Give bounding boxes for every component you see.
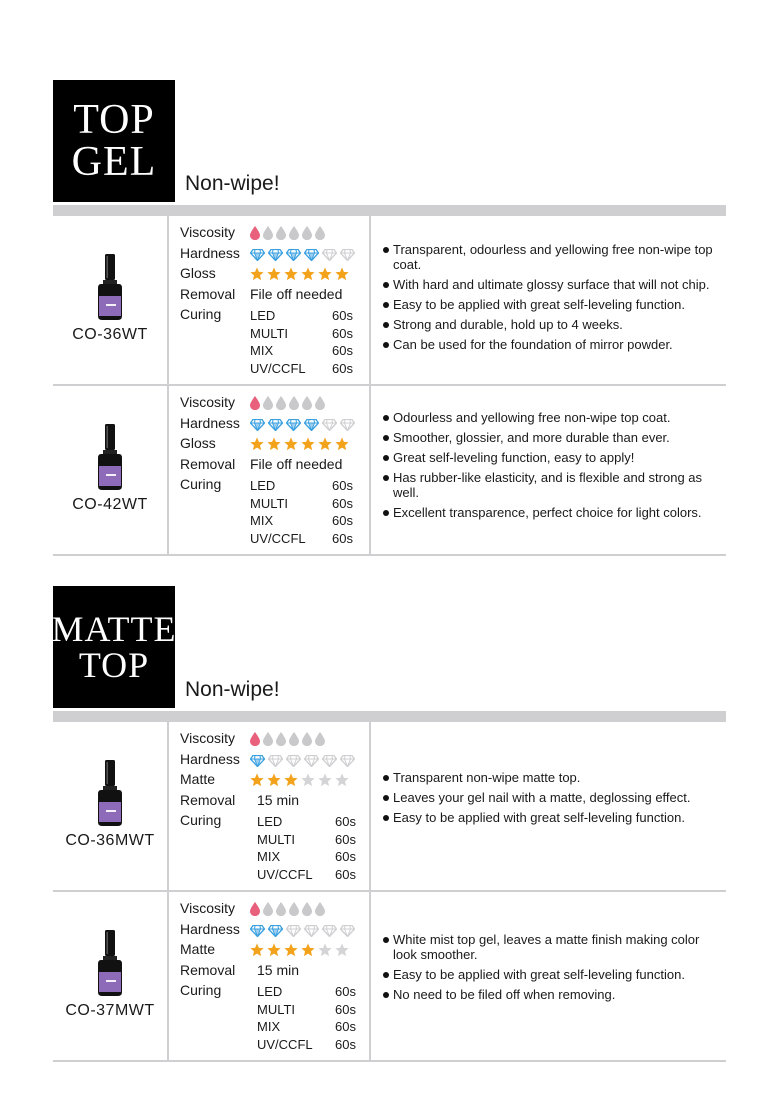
curing-method: UV/CCFL: [250, 530, 306, 546]
curing-time: 60s: [335, 1019, 356, 1034]
hardness-rating: [250, 925, 355, 937]
diamond-icon: [340, 419, 355, 431]
star-icon: [267, 267, 281, 281]
curing-method: LED: [257, 814, 283, 829]
product-code: CO-42WT: [72, 496, 148, 513]
curing-method: MULTI: [257, 1001, 296, 1017]
curing-method: LED: [250, 308, 276, 323]
diamond-icon: [286, 755, 301, 767]
spec-rating: [250, 246, 355, 266]
column-divider: [369, 892, 371, 1060]
curing-time: 60s: [335, 984, 356, 999]
spec-rating: [250, 752, 355, 772]
drop-icon: [289, 396, 299, 410]
curing-method: MIX: [257, 849, 281, 864]
diamond-icon: [340, 755, 355, 767]
finish-rating: [250, 437, 349, 451]
drop-icon: [276, 732, 286, 746]
spec-label: Curing: [180, 982, 222, 998]
diamond-icon: [304, 925, 319, 937]
diamond-icon: [322, 419, 337, 431]
feature-list: [381, 242, 726, 357]
product-code: CO-36MWT: [65, 832, 155, 849]
product-section: [0, 586, 780, 1066]
diamond-icon: [250, 925, 265, 937]
spec-label: Viscosity: [180, 224, 235, 240]
product-code: CO-36WT: [72, 326, 148, 343]
star-icon: [301, 773, 315, 787]
spec-label: Gloss: [180, 265, 216, 281]
drop-icon: [276, 902, 286, 916]
star-icon: [335, 437, 349, 451]
star-icon: [250, 267, 264, 281]
drop-icon: [302, 226, 312, 240]
product-cell: [53, 216, 167, 384]
drop-icon: [315, 226, 325, 240]
product-cell: [53, 722, 167, 890]
diamond-icon: [340, 925, 355, 937]
diamond-icon: [322, 755, 337, 767]
spec-rating: [250, 225, 325, 245]
curing-time: 60s: [332, 513, 353, 528]
spec-label: Curing: [180, 812, 222, 828]
star-icon: [284, 773, 298, 787]
hardness-rating: [250, 755, 355, 767]
viscosity-rating: [250, 732, 325, 746]
spec-label: Removal: [180, 791, 236, 808]
feature-item: With hard and ultimate glossy surface that will not chip.: [381, 277, 726, 292]
drop-icon: [250, 902, 260, 916]
curing-time: 60s: [335, 1001, 356, 1017]
feature-item: Easy to be applied with great self-leveling function.: [381, 810, 726, 825]
star-icon: [284, 267, 298, 281]
star-icon: [318, 773, 332, 787]
diamond-icon: [304, 419, 319, 431]
spec-label: Matte: [180, 941, 216, 957]
curing-time: 60s: [332, 360, 353, 376]
star-icon: [284, 943, 298, 957]
spec-label: Viscosity: [180, 394, 235, 410]
diamond-icon: [286, 249, 301, 261]
feature-item: Can be used for the foundation of mirror powder.: [381, 337, 726, 352]
bottle-image: [98, 424, 122, 490]
curing-method: MULTI: [250, 325, 289, 341]
removal-value: 15 min: [257, 791, 300, 808]
curing-time: 60s: [332, 495, 353, 511]
finish-rating: [250, 267, 349, 281]
viscosity-rating: [250, 396, 325, 410]
star-icon: [335, 943, 349, 957]
spec-label: Viscosity: [180, 900, 235, 916]
section-subtitle: Non-wipe!: [185, 678, 280, 701]
star-icon: [318, 943, 332, 957]
product-row: [53, 722, 726, 892]
star-icon: [250, 437, 264, 451]
spec-label: Removal: [180, 285, 236, 302]
feature-item: Strong and durable, hold up to 4 weeks.: [381, 317, 726, 332]
spec-label: Hardness: [180, 920, 240, 937]
star-icon: [318, 267, 332, 281]
section-title-line: TOP: [73, 97, 155, 143]
drop-icon: [263, 396, 273, 410]
star-icon: [318, 437, 332, 451]
section-header-bar: [53, 205, 726, 216]
diamond-icon: [250, 755, 265, 767]
star-icon: [301, 267, 315, 281]
drop-icon: [250, 226, 260, 240]
drop-icon: [276, 396, 286, 410]
curing-time: 60s: [335, 849, 356, 864]
star-icon: [284, 437, 298, 451]
diamond-icon: [268, 755, 283, 767]
drop-icon: [302, 902, 312, 916]
drop-icon: [302, 396, 312, 410]
bottle-image: [98, 254, 122, 320]
product-row: [53, 216, 726, 386]
spec-rating: [250, 395, 325, 415]
feature-list: [381, 410, 726, 525]
drop-icon: [250, 732, 260, 746]
drop-icon: [276, 226, 286, 240]
drop-icon: [315, 732, 325, 746]
drop-icon: [289, 732, 299, 746]
section-title-line: MATTE: [51, 609, 177, 649]
finish-rating: [250, 943, 349, 957]
spec-label: Removal: [180, 961, 236, 978]
curing-method: MIX: [257, 1019, 281, 1034]
drop-icon: [289, 226, 299, 240]
curing-method: UV/CCFL: [257, 1036, 313, 1052]
curing-method: LED: [257, 984, 283, 999]
section-header-bar: [53, 711, 726, 722]
spec-rating: [250, 416, 355, 436]
spec-label: Hardness: [180, 750, 240, 767]
drop-icon: [263, 902, 273, 916]
column-divider: [167, 216, 169, 384]
feature-item: Odourless and yellowing free non-wipe top coat.: [381, 410, 726, 425]
bottle-image: [98, 760, 122, 826]
viscosity-rating: [250, 226, 325, 240]
diamond-icon: [286, 419, 301, 431]
feature-item: Leaves your gel nail with a matte, deglossing effect.: [381, 790, 726, 805]
feature-list: [381, 770, 726, 830]
star-icon: [335, 267, 349, 281]
feature-item: Transparent, odourless and yellowing free non-wipe top coat.: [381, 242, 726, 272]
spec-rating: [250, 922, 355, 942]
feature-item: No need to be filed off when removing.: [381, 987, 726, 1002]
drop-icon: [263, 226, 273, 240]
curing-time: 60s: [332, 325, 353, 341]
diamond-icon: [304, 755, 319, 767]
removal-value: 15 min: [257, 961, 300, 978]
curing-method: MIX: [250, 343, 274, 358]
feature-item: Great self-leveling function, easy to apply!: [381, 450, 726, 465]
drop-icon: [263, 732, 273, 746]
curing-time: 60s: [335, 831, 356, 847]
curing-method: LED: [250, 478, 276, 493]
spec-rating: [250, 731, 325, 751]
column-divider: [167, 386, 169, 554]
star-icon: [335, 773, 349, 787]
finish-rating: [250, 773, 349, 787]
section-title: [53, 80, 175, 202]
product-cell: [53, 892, 167, 1060]
diamond-icon: [268, 419, 283, 431]
curing-method: UV/CCFL: [250, 360, 306, 376]
column-divider: [369, 386, 371, 554]
diamond-icon: [322, 249, 337, 261]
spec-label: Matte: [180, 771, 216, 787]
feature-item: Excellent transparence, perfect choice for light colors.: [381, 505, 726, 520]
diamond-icon: [268, 249, 283, 261]
spec-rating: [250, 901, 325, 921]
spec-label: Hardness: [180, 244, 240, 261]
column-divider: [369, 722, 371, 890]
drop-icon: [289, 902, 299, 916]
section-title-line: GEL: [71, 139, 157, 185]
column-divider: [167, 892, 169, 1060]
spec-label: Hardness: [180, 414, 240, 431]
spec-label: Removal: [180, 455, 236, 472]
spec-label: Gloss: [180, 435, 216, 451]
star-icon: [267, 943, 281, 957]
diamond-icon: [268, 925, 283, 937]
section-title-line: TOP: [78, 645, 150, 685]
spec-label: Viscosity: [180, 730, 235, 746]
viscosity-rating: [250, 902, 325, 916]
feature-item: Easy to be applied with great self-leveling function.: [381, 967, 726, 982]
diamond-icon: [304, 249, 319, 261]
curing-time: 60s: [332, 343, 353, 358]
product-cell: [53, 386, 167, 554]
column-divider: [167, 722, 169, 890]
star-icon: [267, 437, 281, 451]
column-divider: [369, 216, 371, 384]
curing-method: MIX: [250, 513, 274, 528]
curing-time: 60s: [332, 530, 353, 546]
feature-item: Has rubber-like elasticity, and is flexible and strong as well.: [381, 470, 726, 500]
product-row: [53, 892, 726, 1062]
star-icon: [267, 773, 281, 787]
curing-time: 60s: [332, 308, 353, 323]
star-icon: [301, 437, 315, 451]
hardness-rating: [250, 249, 355, 261]
feature-list: [381, 932, 726, 1007]
diamond-icon: [250, 419, 265, 431]
spec-label: Curing: [180, 476, 222, 492]
star-icon: [301, 943, 315, 957]
removal-value: File off needed: [250, 285, 343, 302]
hardness-rating: [250, 419, 355, 431]
curing-method: UV/CCFL: [257, 866, 313, 882]
feature-item: Smoother, glossier, and more durable than ever.: [381, 430, 726, 445]
product-row: [53, 386, 726, 556]
section-subtitle: Non-wipe!: [185, 172, 280, 195]
drop-icon: [302, 732, 312, 746]
curing-method: MULTI: [250, 495, 289, 511]
curing-time: 60s: [335, 1036, 356, 1052]
drop-icon: [315, 396, 325, 410]
curing-method: MULTI: [257, 831, 296, 847]
product-section: [0, 80, 780, 560]
removal-value: File off needed: [250, 455, 343, 472]
feature-item: Easy to be applied with great self-leveling function.: [381, 297, 726, 312]
star-icon: [250, 943, 264, 957]
diamond-icon: [286, 925, 301, 937]
diamond-icon: [322, 925, 337, 937]
feature-item: Transparent non-wipe matte top.: [381, 770, 726, 785]
diamond-icon: [340, 249, 355, 261]
drop-icon: [250, 396, 260, 410]
bottle-image: [98, 930, 122, 996]
section-title: [53, 586, 175, 708]
diamond-icon: [250, 249, 265, 261]
star-icon: [250, 773, 264, 787]
feature-item: White mist top gel, leaves a matte finish making color look smoother.: [381, 932, 726, 962]
spec-label: Curing: [180, 306, 222, 322]
curing-time: 60s: [335, 866, 356, 882]
curing-time: 60s: [332, 478, 353, 493]
drop-icon: [315, 902, 325, 916]
curing-time: 60s: [335, 814, 356, 829]
product-code: CO-37MWT: [65, 1002, 155, 1019]
